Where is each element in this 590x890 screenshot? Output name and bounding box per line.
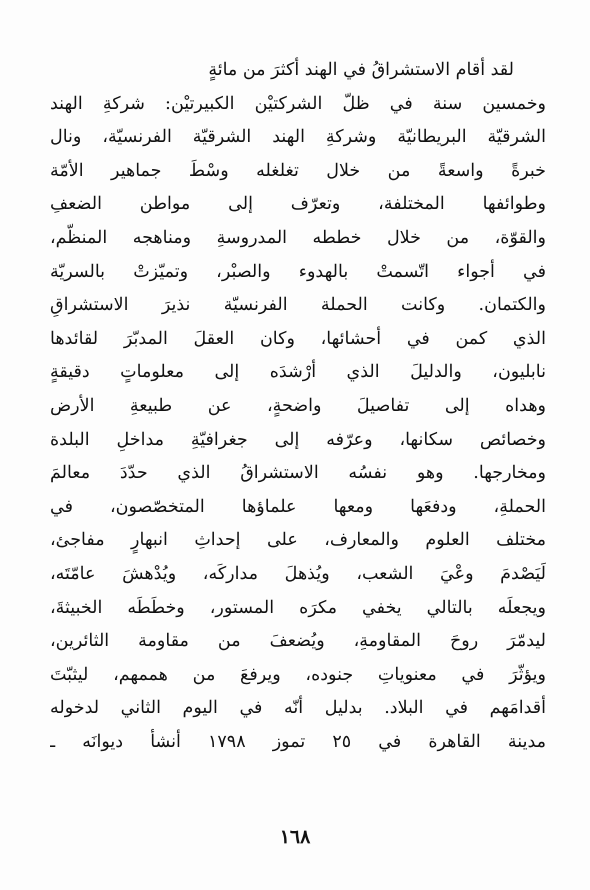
text-line: وطوائفها المختلفة، وتعرّف إلى مواطن الضعفِ bbox=[50, 194, 546, 215]
text-line: الشرقيّة البريطانيّة وشركةِ الهند الشرقيّة الفرنسيّة، ونال bbox=[50, 127, 546, 148]
text-line: ويجعلَه بالتالي يخفي مكرَه المستور، وخطَطَه الخبيثةَ، bbox=[50, 597, 546, 618]
text-line: لَيَصْدمَ وعْيَ الشعب، ويُذهلَ مداركَه، ويُدْهشَ عامّتَه، bbox=[50, 563, 546, 584]
text-line: مدينة القاهرة في ٢٥ تموز ١٧٩٨ أنشأ ديوانَه ـ bbox=[50, 731, 546, 752]
text-line: والقوّة، من خلال خططه المدروسةِ ومناهجه المنظّم، bbox=[50, 227, 546, 248]
text-line: وخصائص سكانها، وعرّفه إلى جغرافيّةِ مداخلِ البلدة bbox=[50, 429, 546, 450]
text-line: ومخارجها. وهو نفسُه الاستشراقُ الذي حدّدَ معالمَ bbox=[50, 463, 546, 484]
text-line: وهداه إلى تفاصيلَ واضحةٍ، عن طبيعةِ الأرض bbox=[50, 395, 546, 416]
text-line: لقد أقام الاستشراقُ في الهند أكثرَ من مائةٍ bbox=[208, 60, 514, 80]
text-line: في أجواء اتّسمتْ بالهدوء والصبْر، وتميّزتْ بالسريّة bbox=[50, 261, 546, 282]
page-number: ١٦٨ bbox=[279, 826, 311, 848]
text-line: خبرةً واسعةً من خلال تغلغله وسْطَ جماهير الأمّة bbox=[50, 160, 546, 181]
text-line: نابليون، والدليلَ الذي أرْشدَه إلى معلوماتٍ دقيقةٍ bbox=[50, 362, 546, 383]
text-line: ويؤثّرَ في معنوياتِ جنوده، ويرفعَ من هممهم، ليثبّتَ bbox=[50, 664, 546, 685]
text-line: مختلف العلوم والمعارف، على إحداثِ انبهارٍ مفاجئ، bbox=[50, 530, 546, 551]
text-line: أقدامَهم في البلاد. بدليل أنّه في اليوم الثاني لدخوله bbox=[50, 698, 546, 719]
text-line: وخمسين سنة في ظلّ الشركتيْن الكبيرتيْن: شركةِ الهند bbox=[50, 93, 546, 114]
body-text bbox=[50, 54, 546, 759]
text-line: الحملةِ، ودفعَها ومعها علماؤها المتخصّصون، في bbox=[50, 496, 546, 517]
text-line: والكتمان. وكانت الحملة الفرنسيّة نذيرَ الاستشراقِ bbox=[50, 295, 546, 316]
text-line: ليدمّرَ روحَ المقاومةِ، ويُضعفَ من مقاومة الثائرين، bbox=[50, 631, 546, 652]
text-line: الذي كمن في أحشائها، وكان العقلَ المدبّرَ لقائدها bbox=[50, 328, 546, 349]
